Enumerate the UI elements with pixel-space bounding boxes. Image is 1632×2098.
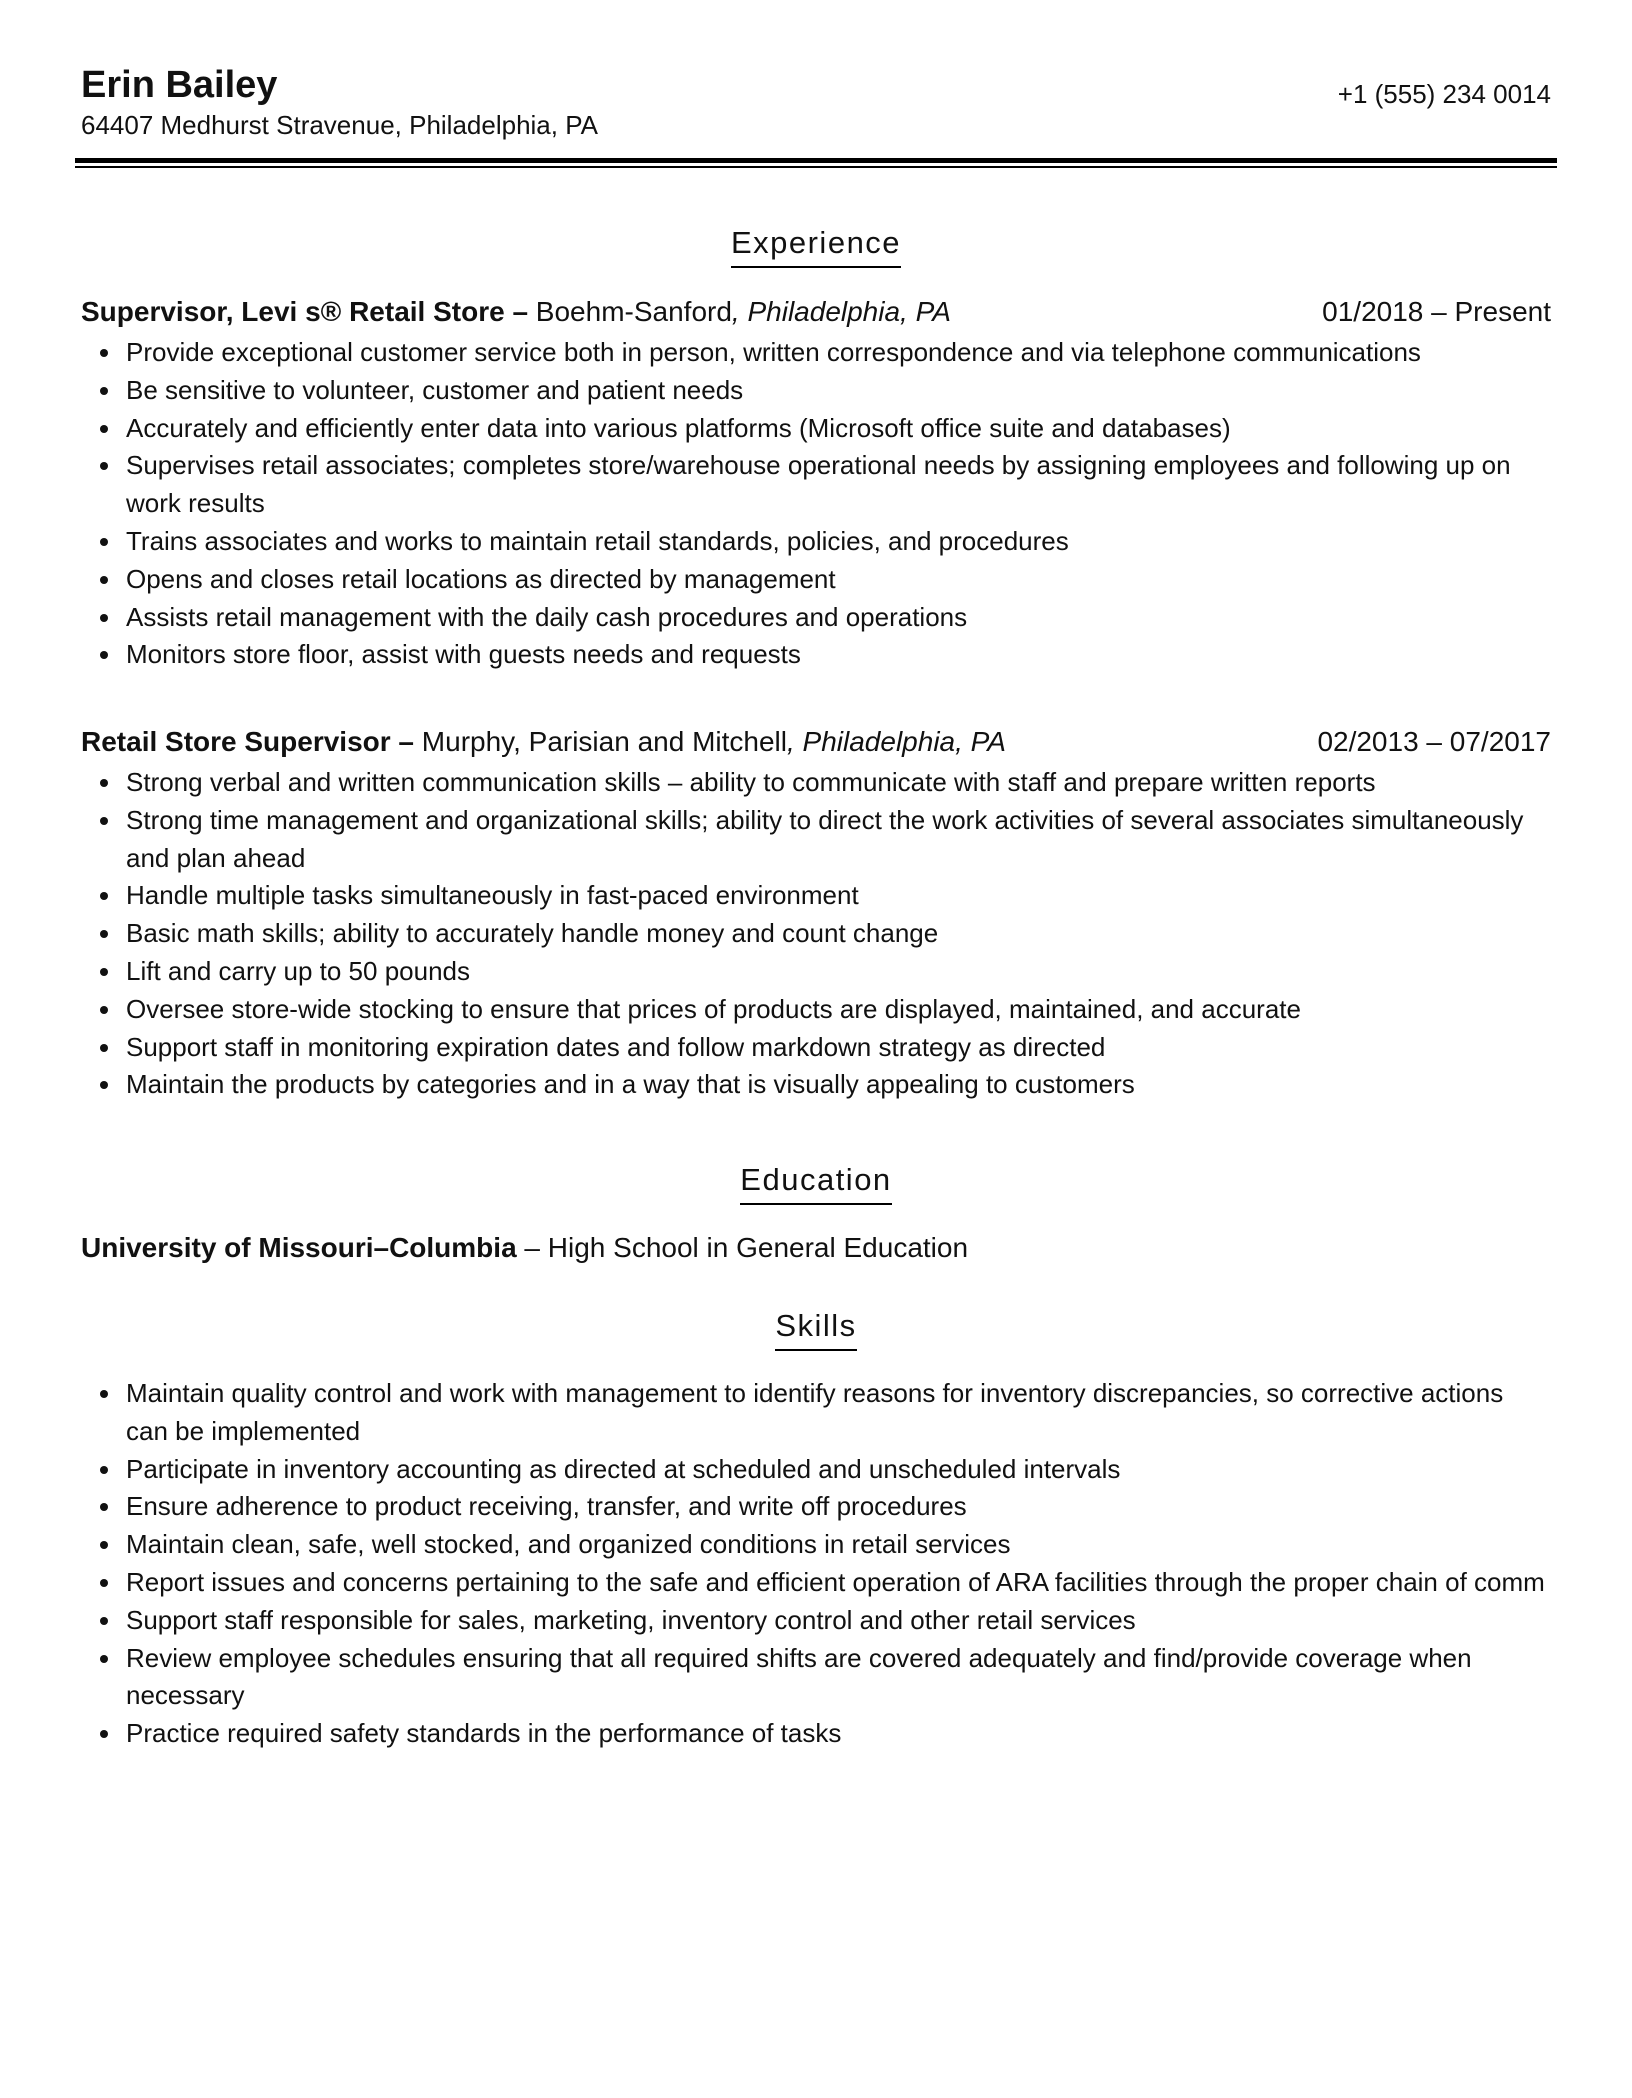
- list-item: Support staff responsible for sales, marketing, inventory control and other retail services: [81, 1602, 1551, 1640]
- list-item: Maintain clean, safe, well stocked, and organized conditions in retail services: [81, 1526, 1551, 1564]
- list-item: Practice required safety standards in the performance of tasks: [81, 1715, 1551, 1753]
- skills-bullet-list: [81, 1375, 1551, 1753]
- list-item: Review employee schedules ensuring that all required shifts are covered adequately and find/provide coverage when necessary: [81, 1640, 1551, 1716]
- candidate-phone: +1 (555) 234 0014: [1337, 79, 1551, 109]
- list-item: Lift and carry up to 50 pounds: [81, 953, 1551, 991]
- job-dates: 01/2018 – Present: [1322, 296, 1551, 327]
- list-item: Maintain the products by categories and in a way that is visually appealing to customers: [81, 1066, 1551, 1104]
- list-item: Strong verbal and written communication skills – ability to communicate with staff and prepare written reports: [81, 764, 1551, 802]
- job-entry-2: [81, 724, 1551, 1104]
- skills-list-wrapper: [81, 1375, 1551, 1753]
- job-header: [81, 724, 1551, 760]
- job-company: Murphy, Parisian and Mitchell: [414, 726, 787, 757]
- job-company: Boehm-Sanford: [528, 296, 732, 327]
- list-item: Maintain quality control and work with management to identify reasons for inventory discrepancies, so corrective actions can be implemented: [81, 1375, 1551, 1451]
- job-bullet-list: [81, 764, 1551, 1104]
- list-item: Participate in inventory accounting as directed at scheduled and unscheduled intervals: [81, 1451, 1551, 1489]
- list-item: Support staff in monitoring expiration dates and follow markdown strategy as directed: [81, 1029, 1551, 1067]
- list-item: Ensure adherence to product receiving, transfer, and write off procedures: [81, 1488, 1551, 1526]
- list-item: Trains associates and works to maintain retail standards, policies, and procedures: [81, 523, 1551, 561]
- job-entry-1: [81, 294, 1551, 674]
- skills-heading: Skills: [775, 1306, 856, 1351]
- job-location: , Philadelphia, PA: [731, 296, 951, 327]
- education-heading: Education: [740, 1160, 891, 1205]
- list-item: Accurately and efficiently enter data into various platforms (Microsoft office suite and databases): [81, 410, 1551, 448]
- list-item: Supervises retail associates; completes store/warehouse operational needs by assigning employees and following up on work results: [81, 447, 1551, 523]
- header-divider-thin: [75, 166, 1557, 168]
- experience-section-title: [0, 223, 1632, 268]
- list-item: Oversee store-wide stocking to ensure that prices of products are displayed, maintained, and accurate: [81, 991, 1551, 1029]
- job-bullet-list: [81, 334, 1551, 674]
- list-item: Strong time management and organizational skills; ability to direct the work activities of several associates simultaneously and plan ahead: [81, 802, 1551, 878]
- candidate-name: Erin Bailey: [81, 64, 278, 106]
- list-item: Opens and closes retail locations as directed by management: [81, 561, 1551, 599]
- job-role: Supervisor, Levi s® Retail Store –: [81, 296, 529, 327]
- experience-heading: Experience: [731, 223, 901, 268]
- school-name: University of Missouri–Columbia: [81, 1232, 517, 1263]
- list-item: Report issues and concerns pertaining to the safe and efficient operation of ARA facilities through the proper chain of comm: [81, 1564, 1551, 1602]
- candidate-address: 64407 Medhurst Stravenue, Philadelphia, PA: [81, 110, 598, 140]
- resume-header: [81, 62, 1551, 142]
- list-item: Provide exceptional customer service both in person, written correspondence and via telephone communications: [81, 334, 1551, 372]
- job-header: [81, 294, 1551, 330]
- education-section-title: [0, 1160, 1632, 1205]
- job-dates: 02/2013 – 07/2017: [1317, 726, 1551, 757]
- education-entry: [81, 1230, 968, 1266]
- skills-section-title: [0, 1306, 1632, 1351]
- job-location: , Philadelphia, PA: [786, 726, 1006, 757]
- list-item: Assists retail management with the daily cash procedures and operations: [81, 599, 1551, 637]
- job-role: Retail Store Supervisor –: [81, 726, 415, 757]
- degree-text: – High School in General Education: [516, 1232, 969, 1263]
- list-item: Be sensitive to volunteer, customer and patient needs: [81, 372, 1551, 410]
- list-item: Monitors store floor, assist with guests needs and requests: [81, 636, 1551, 674]
- list-item: Handle multiple tasks simultaneously in fast-paced environment: [81, 877, 1551, 915]
- header-divider-thick: [75, 158, 1557, 163]
- list-item: Basic math skills; ability to accurately handle money and count change: [81, 915, 1551, 953]
